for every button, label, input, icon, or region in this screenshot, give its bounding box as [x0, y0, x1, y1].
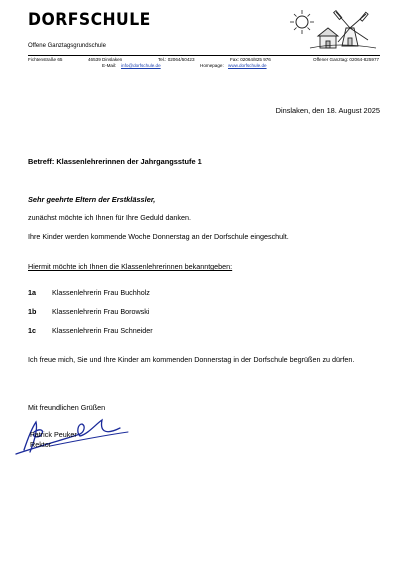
paragraph-enrollment: Ihre Kinder werden kommende Woche Donnerstag an der Dorfschule eingeschult. — [28, 232, 289, 241]
paragraph-announcement: Hiermit möchte ich Ihnen die Klassenlehrerinnen bekanntgeben: — [28, 262, 233, 271]
letter-subject: Betreff: Klassenlehrerinnen der Jahrgangsstufe 1 — [28, 157, 202, 166]
class-code: 1a — [28, 288, 36, 297]
homepage-label: Homepage: — [200, 63, 224, 68]
school-subtitle: Offene Ganztagsgrundschule — [28, 43, 106, 49]
phone-number: Tel.: 02064/50423 — [158, 57, 195, 62]
class-teacher: Klassenlehrerin Frau Borowski — [52, 307, 150, 316]
homepage-link[interactable]: www.dorfschule.de — [228, 63, 267, 68]
header-divider — [28, 55, 380, 56]
closing-paragraph: Ich freue mich, Sie und Ihre Kinder am kommenden Donnerstag in der Dorfschule begrüßen zu dürfen. — [28, 355, 355, 364]
email-link[interactable]: info@dorfschule.de — [121, 63, 161, 68]
email-label: E-Mail: — [102, 63, 117, 68]
address-street: Fichtenstraße 65 — [28, 57, 63, 62]
class-teacher: Klassenlehrerin Frau Buchholz — [52, 288, 150, 297]
paragraph-thanks: zunächst möchte ich Ihnen für Ihre Geduld danken. — [28, 213, 192, 222]
address-city: 46539 Dinslaken — [88, 57, 123, 62]
signer-role: Rektor — [30, 440, 52, 449]
closing-greeting: Mit freundlichen Grüßen — [28, 403, 106, 412]
class-teacher: Klassenlehrerin Frau Schneider — [52, 326, 153, 335]
class-code: 1b — [28, 307, 37, 316]
contact-row-web — [28, 63, 380, 71]
signer-name: Patrick Peuker — [30, 430, 77, 439]
letter-date: Dinslaken, den 18. August 2025 — [275, 106, 380, 115]
school-name: DORFSCHULE — [28, 10, 151, 30]
fax-number: Fax: 02064/825 976 — [230, 57, 271, 62]
ogs-phone: Offener Ganztag: 02064-825977 — [313, 57, 380, 62]
school-logo-icon — [280, 6, 380, 52]
class-code: 1c — [28, 326, 36, 335]
letter-salutation: Sehr geehrte Eltern der Erstklässler, — [28, 195, 156, 204]
